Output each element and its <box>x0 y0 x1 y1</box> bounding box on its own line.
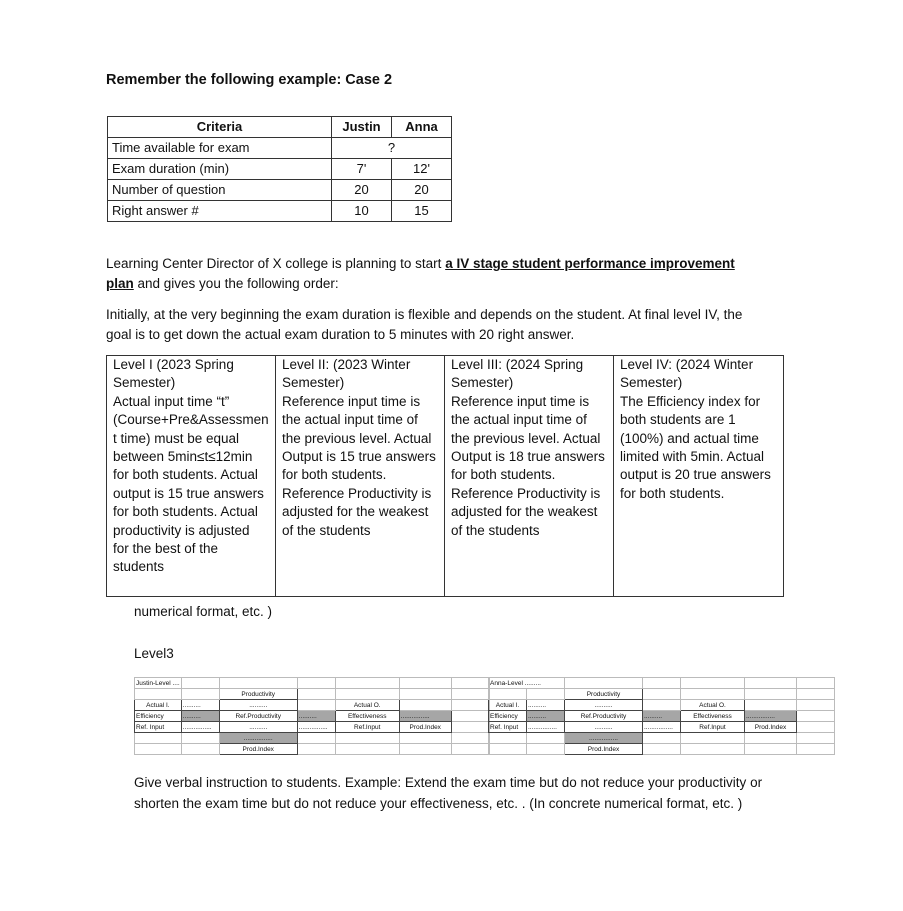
anna-value: 20 <box>392 180 452 201</box>
grid-title: Anna-Level ......... <box>489 678 565 689</box>
grid-row <box>489 733 835 744</box>
cropped-text-line <box>134 604 273 623</box>
grid-cell <box>489 744 527 755</box>
dots-cell: .......... <box>565 700 643 711</box>
row-label: Time available for exam <box>108 138 332 159</box>
grid-cell <box>135 689 182 700</box>
grid-row <box>135 744 490 755</box>
grid-title: Justin-Level .... <box>136 679 180 687</box>
actual-input-label: Actual I. <box>489 700 527 711</box>
grid-cell <box>451 711 489 722</box>
dots-cell: ................ <box>745 711 797 722</box>
grid-cell <box>745 700 797 711</box>
grid-cell <box>399 700 451 711</box>
effectiveness-label: Effectiveness <box>335 711 399 722</box>
grid-row <box>135 733 490 744</box>
dots-cell: ................ <box>399 711 451 722</box>
grid-cell <box>643 678 681 689</box>
level-2-body: Reference input time is the actual input time of the previous level. Actual Output is 15 true answers for both students. Reference Productivity is adjusted for the weakest of the students <box>282 393 436 538</box>
prod-index-label: Prod.Index <box>399 722 451 733</box>
dots-cell: ................ <box>643 722 681 733</box>
grid-row <box>489 722 835 733</box>
grid-cell <box>135 744 182 755</box>
grid-cell <box>745 689 797 700</box>
dots-cell: ................ <box>565 733 643 744</box>
levels-table <box>106 355 784 597</box>
table-row <box>108 201 452 222</box>
grid-row <box>135 711 490 722</box>
actual-input-label: Actual I. <box>135 700 182 711</box>
ref-productivity-label: Ref.Productivity <box>219 711 297 722</box>
grid-row <box>135 722 490 733</box>
grid-cell <box>451 733 489 744</box>
dots-cell: ................ <box>181 722 219 733</box>
effectiveness-label: Effectiveness <box>681 711 745 722</box>
grid-cell <box>297 700 335 711</box>
grid-row <box>489 700 835 711</box>
grid-cell <box>797 711 835 722</box>
level-4-title: Level IV: (2024 Winter Semester) <box>620 357 754 391</box>
grid-cell <box>797 733 835 744</box>
level-3-title: Level III: (2024 Spring Semester) <box>451 357 584 391</box>
grid-cell <box>797 678 835 689</box>
grid-row <box>489 744 835 755</box>
grid-cell <box>745 678 797 689</box>
grid-cell <box>797 744 835 755</box>
grid-cell <box>565 678 643 689</box>
level-1-body: Actual input time “t” (Course+Pre&Assessmen t time) must be equal between 5min≤t≤12min for both students. Actual output is 15 true answers for both students. Actual productivity is adjusted for the best of the students <box>113 393 269 575</box>
grid-cell <box>297 733 335 744</box>
productivity-label: Productivity <box>219 689 297 700</box>
grid-cell <box>527 733 565 744</box>
actual-output-label: Actual O. <box>681 700 745 711</box>
level-1-cell <box>107 356 276 597</box>
justin-value: 20 <box>332 180 392 201</box>
level-1-title: Level I (2023 Spring Semester) <box>113 357 234 391</box>
prod-index-label-2: Prod.Index <box>565 744 643 755</box>
table-row <box>108 138 452 159</box>
grid-cell <box>451 678 489 689</box>
grid-row <box>489 711 835 722</box>
grid-cell <box>135 733 182 744</box>
grid-cell <box>451 744 489 755</box>
dots-cell: .......... <box>643 711 681 722</box>
grid-cell <box>297 744 335 755</box>
merged-cell: ? <box>332 138 452 159</box>
header-criteria: Criteria <box>108 117 332 138</box>
dots-cell: .......... <box>527 711 565 722</box>
grid-cell <box>335 744 399 755</box>
initially-paragraph: Initially, at the very beginning the exam duration is flexible and depends on the student. At final level IV, the goal is to get down the actual exam duration to 5 minutes with 20 right answer. <box>106 307 743 342</box>
anna-value: 12' <box>392 159 452 180</box>
grid-cell <box>451 722 489 733</box>
dots-cell: .......... <box>527 700 565 711</box>
level-4-body: The Efficiency index for both students are 1 (100%) and actual time limited with 5min. Actual output is 20 true answers for both students. <box>620 393 771 501</box>
grid-cell <box>451 700 489 711</box>
justin-value: 7' <box>332 159 392 180</box>
plan-link-text: a IV stage student performance improvement plan <box>106 256 735 291</box>
grid-cell <box>181 689 219 700</box>
criteria-table <box>107 116 452 222</box>
grid-cell <box>797 689 835 700</box>
grid-cell <box>489 733 527 744</box>
grid-cell <box>399 733 451 744</box>
dots-cell: .......... <box>219 700 297 711</box>
row-label: Right answer # <box>108 201 332 222</box>
dots-cell: ................ <box>219 733 297 744</box>
level3-label: Level3 <box>134 646 174 661</box>
level-2-cell <box>276 356 445 597</box>
grid-cell <box>335 689 399 700</box>
dots-cell: .......... <box>181 700 219 711</box>
grid-cell <box>643 689 681 700</box>
grid-cell <box>297 678 335 689</box>
grid-cell <box>399 678 451 689</box>
ref-input-label: Ref. Input <box>135 722 182 733</box>
row-label: Number of question <box>108 180 332 201</box>
ref-input-label-2: Ref.Input <box>335 722 399 733</box>
grid-cell <box>643 733 681 744</box>
justin-grid <box>134 677 490 755</box>
grid-cell <box>181 744 219 755</box>
grid-cell <box>681 678 745 689</box>
grid-cell <box>489 689 527 700</box>
criteria-header-row <box>108 117 452 138</box>
ref-input-label-2: Ref.Input <box>681 722 745 733</box>
header-anna: Anna <box>392 117 452 138</box>
dots-cell: ................ <box>297 722 335 733</box>
dots-cell: .......... <box>219 722 297 733</box>
grid-cell <box>643 744 681 755</box>
grid-cell <box>335 678 399 689</box>
level-2-title: Level II: (2023 Winter Semester) <box>282 357 411 391</box>
grid-cell <box>681 689 745 700</box>
prod-index-label: Prod.Index <box>745 722 797 733</box>
level-3-body: Reference input time is the actual input time of the previous level. Actual Output is 18 true answers for both students. Reference Productivity is adjusted for the weakest of the students <box>451 393 605 538</box>
level-3-cell <box>445 356 614 597</box>
row-label: Exam duration (min) <box>108 159 332 180</box>
grid-cell <box>181 678 219 689</box>
grid-cell <box>399 689 451 700</box>
grid-cell <box>745 733 797 744</box>
cropped-text: numerical format, etc. ) <box>134 604 273 619</box>
intro-paragraph <box>106 254 746 294</box>
grid-cell <box>335 733 399 744</box>
grid-cell <box>219 678 297 689</box>
productivity-label: Productivity <box>565 689 643 700</box>
grid-cell <box>527 689 565 700</box>
grid-cell <box>297 689 335 700</box>
grid-cell <box>181 733 219 744</box>
justin-value: 10 <box>332 201 392 222</box>
efficiency-label: Efficiency <box>489 711 527 722</box>
grid-row <box>489 678 835 689</box>
intro-text-2: and gives you the following order: <box>133 276 339 291</box>
grid-cell <box>797 700 835 711</box>
grid-cell <box>745 744 797 755</box>
grid-cell <box>681 744 745 755</box>
dots-cell: .......... <box>181 711 219 722</box>
level-4-cell <box>614 356 784 597</box>
final-instruction: Give verbal instruction to students. Example: Extend the exam time but do not reduce your productivity or shorten the exam time but do not reduce your effectiveness, etc. . (In concrete numerical format, etc. ) <box>134 775 763 811</box>
grid-row <box>135 700 490 711</box>
grid-cell <box>681 733 745 744</box>
table-row <box>108 159 452 180</box>
grid-cell <box>643 700 681 711</box>
anna-value: 15 <box>392 201 452 222</box>
ref-input-label: Ref. Input <box>489 722 527 733</box>
prod-index-label-2: Prod.Index <box>219 744 297 755</box>
actual-output-label: Actual O. <box>335 700 399 711</box>
levels-row <box>107 356 784 597</box>
header-justin: Justin <box>332 117 392 138</box>
page-heading: Remember the following example: Case 2 <box>106 72 393 88</box>
dots-cell: ................ <box>527 722 565 733</box>
grid-cell <box>399 744 451 755</box>
efficiency-label: Efficiency <box>135 711 182 722</box>
grid-cell <box>527 744 565 755</box>
grid-row <box>489 689 835 700</box>
grid-row <box>135 678 490 689</box>
grid-cell <box>451 689 489 700</box>
intro-text-1: Learning Center Director of X college is planning to start <box>106 256 446 271</box>
ref-productivity-label: Ref.Productivity <box>565 711 643 722</box>
anna-grid <box>488 677 835 755</box>
grid-row <box>135 689 490 700</box>
table-row <box>108 180 452 201</box>
dots-cell: .......... <box>565 722 643 733</box>
dots-cell: .......... <box>297 711 335 722</box>
grid-cell <box>797 722 835 733</box>
